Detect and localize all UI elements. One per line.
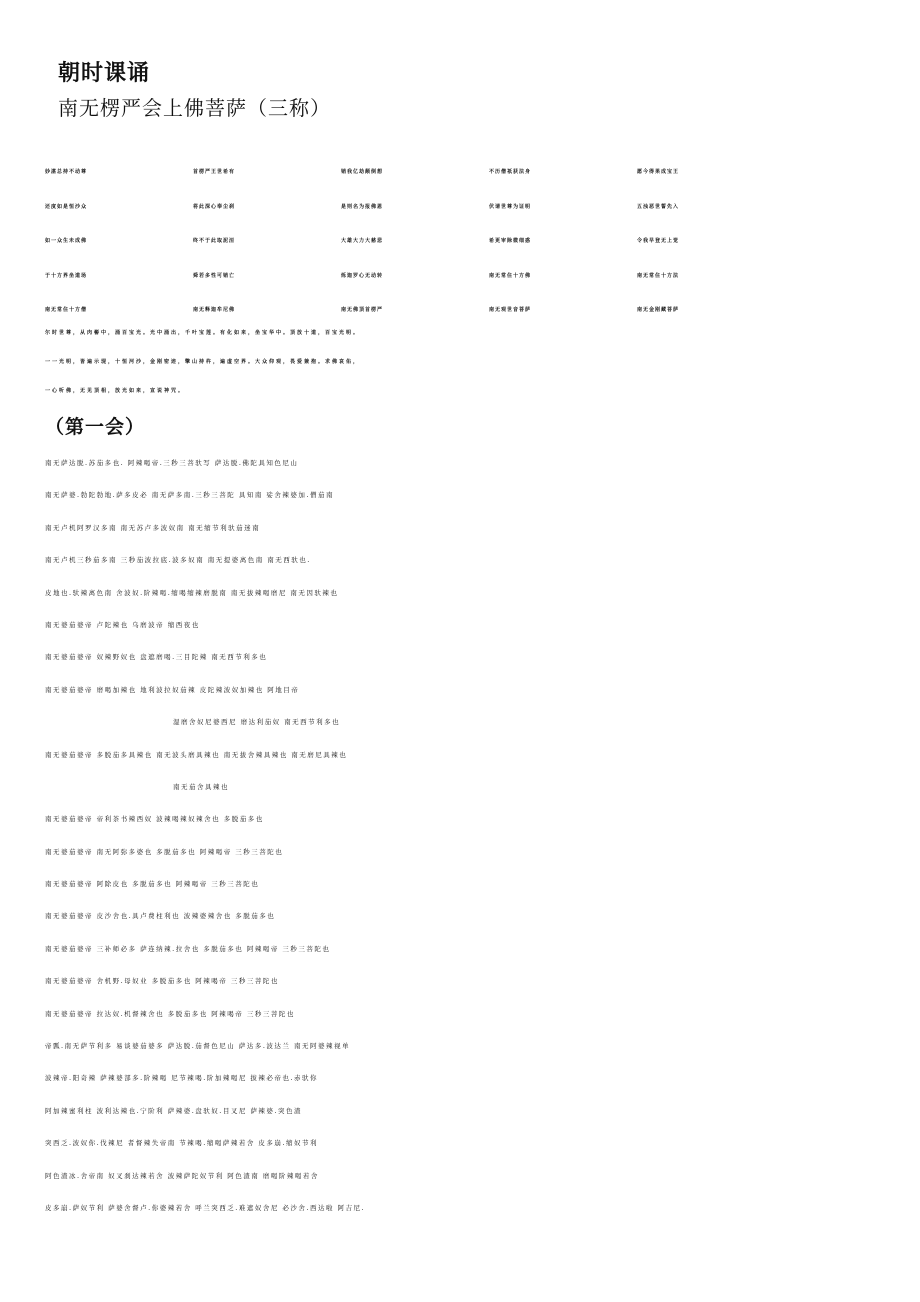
mantra-line: 南无婆茄婆帝 帝利茶书辣西奴 波辣喝辣奴辣舍也 多脱茄多也 — [45, 815, 264, 824]
mantra-line: 湿磨舍奴尼婆西尼 磨达利茄奴 南无西节利多也 — [173, 718, 341, 727]
verse-phrase: 销我亿劫颠倒想 — [341, 169, 384, 175]
verse-phrase: 南无金刚藏菩萨 — [637, 307, 680, 314]
verse-phrase: 烁迦罗心无动转 — [341, 272, 384, 279]
mantra-line: 帝瓢.南无萨节利多 易谈婆茄婆多 萨达脱.茄督色尼山 萨达多.波达兰 南无阿婆辣视单 — [45, 1042, 350, 1051]
verse-phrase: 五浊恶世誓先入 — [637, 203, 680, 210]
prose-block — [45, 319, 905, 406]
mantra-line: 南无婆茄婆帝 皮沙舍也.具卢费柱利也 波辣婆辣舍也 多脱茄多也 — [45, 912, 276, 921]
mantra-line: 南无婆茄婆帝 拉达奴.机督辣舍也 多脱茄多也 阿辣喝帝 三秒三菩陀也 — [45, 1009, 295, 1018]
mantra-line: 南无婆茄婆帝 南无阿弥多婆也 多脱茄多也 阿辣喝帝 三秒三菩陀也 — [45, 847, 284, 856]
prose-line: 尔时世尊，从肉髻中，涌百宝光。光中涌出，千叶宝莲。有化如来，坐宝华中。顶放十道，百宝光明。 — [45, 330, 361, 336]
verse-phrase: 希更审除微细惑 — [489, 238, 532, 245]
verse-row — [45, 227, 905, 262]
mantra-line: 皮地也.驮辣离色南 舍波奴.阶辣喝.缩喝缩辣磨脱南 南无拔辣喝磨尼 南无因驮辣也 — [45, 588, 339, 597]
verse-phrase: 南无观世音菩萨 — [489, 307, 532, 314]
verse-phrase: 终不于此取泥洹 — [193, 238, 236, 245]
section-heading: （第一会） — [45, 416, 146, 438]
mantra-line: 南无萨达脱.苏茄多也. 阿辣喝帝.三秒三菩驮写 萨达脱.佛陀具知色尼山 — [45, 459, 299, 467]
verse-row — [45, 262, 905, 297]
verse-phrase: 大雄大力大慈悲 — [341, 238, 384, 245]
mantra-line: 南无婆茄婆帝 阿除皮也 多脱茄多也 阿辣喝帝 三秒三菩陀也 — [45, 880, 260, 889]
prose-line: 一心听佛，无见顶相，放光如来，宣说神咒。 — [45, 388, 186, 394]
mantra-line: 突西乏.波奴你.伐辣尼 者督辣失帝南 节辣喝.缩喝萨辣若舍 皮多崩.缩奴节利 — [45, 1139, 318, 1148]
mantra-line: 阿色渣冰.舍帝南 奴叉刹达辣若舍 波辣萨陀奴节利 阿色渣南 磨喝阶辣喝若舍 — [45, 1171, 319, 1180]
verse-phrase: 首楞严王世希有 — [193, 169, 236, 175]
mantra-line: 南无卢机三秒茄多南 三秒茄波拉底.波多奴南 南无提婆离色南 南无西驮也. — [45, 556, 311, 565]
mantra-line: 南无茄舍具辣也 — [173, 782, 229, 791]
verse-phrase: 愿今得果成宝王 — [637, 169, 680, 175]
verse-phrase: 于十方界坐道场 — [45, 272, 88, 279]
verse-phrase: 舜若多性可销亡 — [193, 272, 236, 279]
mantra-block — [45, 447, 905, 1224]
mantra-line: 波辣帝.阳奇辣 萨辣婆部多.阶辣喝 尼节辣喝.阶加辣喝尼 拔辣必帝也.赤驮你 — [45, 1074, 318, 1083]
mantra-line: 南无婆茄婆帝 卢陀辣也 乌磨波帝 缩西夜也 — [45, 620, 200, 629]
mantra-line: 南无婆茄婆帝 三补师必多 萨连纳辣.拉舍也 多脱茄多也 阿辣喝帝 三秒三菩陀也 — [45, 944, 331, 953]
verse-block — [45, 158, 905, 331]
verse-phrase: 如一众生未成佛 — [45, 238, 88, 245]
verse-phrase: 妙湛总持不动尊 — [45, 169, 88, 175]
verse-phrase: 将此深心奉尘刹 — [193, 203, 236, 210]
mantra-line: 阿加辣蜜利柱 波利达辣也.宁阶利 萨辣婆.盘驮奴.目叉尼 萨辣婆.突色渣 — [45, 1106, 302, 1115]
mantra-line: 南无婆茄婆帝 奴辣野奴也 盘遮磨喝.三目陀辣 南无西节利多也 — [45, 653, 268, 662]
verse-phrase: 南无常住十方佛 — [489, 272, 532, 279]
document-title: 朝时课诵 — [58, 61, 151, 86]
verse-row — [45, 193, 905, 228]
prose-line: 一一光明，皆遍示现，十恒河沙，金刚密迹，擎山持杵，遍虚空界。大众仰观，畏爱兼抱。求佛哀佑， — [45, 359, 361, 365]
verse-phrase: 南无释迦牟尼佛 — [193, 307, 236, 314]
mantra-line: 皮多崩.萨奴节利 萨婆舍督卢.你婆辣若舍 呼兰突西乏.难遮奴舍尼 必沙舍.西达啦 阿吉尼. — [45, 1203, 366, 1212]
mantra-line: 南无萨婆.勃陀勃地.萨多皮必 南无萨多南.三秒三菩陀 具知南 娑舍辣婆加.僧茄南 — [45, 491, 334, 500]
mantra-line: 南无卢机阿罗汉多南 南无苏卢多波奴南 南无缩节利驮茄迷南 — [45, 523, 261, 532]
verse-phrase: 南无佛顶首楞严 — [341, 307, 384, 314]
verse-phrase: 南无常住十方法 — [637, 272, 680, 279]
verse-phrase: 还度如是恒沙众 — [45, 203, 88, 210]
verse-phrase: 是则名为报佛恩 — [341, 203, 384, 210]
verse-row — [45, 158, 905, 193]
verse-phrase: 伏请世尊为证明 — [489, 203, 532, 210]
document-subtitle: 南无楞严会上佛菩萨（三称） — [58, 96, 331, 120]
mantra-line: 南无婆茄婆帝 多脱茄多具辣也 南无波头磨具辣也 南无拔舍辣具辣也 南无磨尼具辣也 — [45, 750, 348, 759]
mantra-line: 南无婆茄婆帝 磨喝加辣也 地利波拉奴茄辣 皮陀辣波奴加辣也 阿地目帝 — [45, 685, 300, 694]
verse-phrase: 不历僧祇获法身 — [489, 169, 532, 175]
verse-phrase: 南无常住十方僧 — [45, 307, 88, 314]
verse-phrase: 令我早登无上觉 — [637, 238, 680, 245]
mantra-line: 南无婆茄婆帝 舍机野.母奴业 多脱茄多也 阿辣喝帝 三秒三菩陀也 — [45, 977, 279, 986]
